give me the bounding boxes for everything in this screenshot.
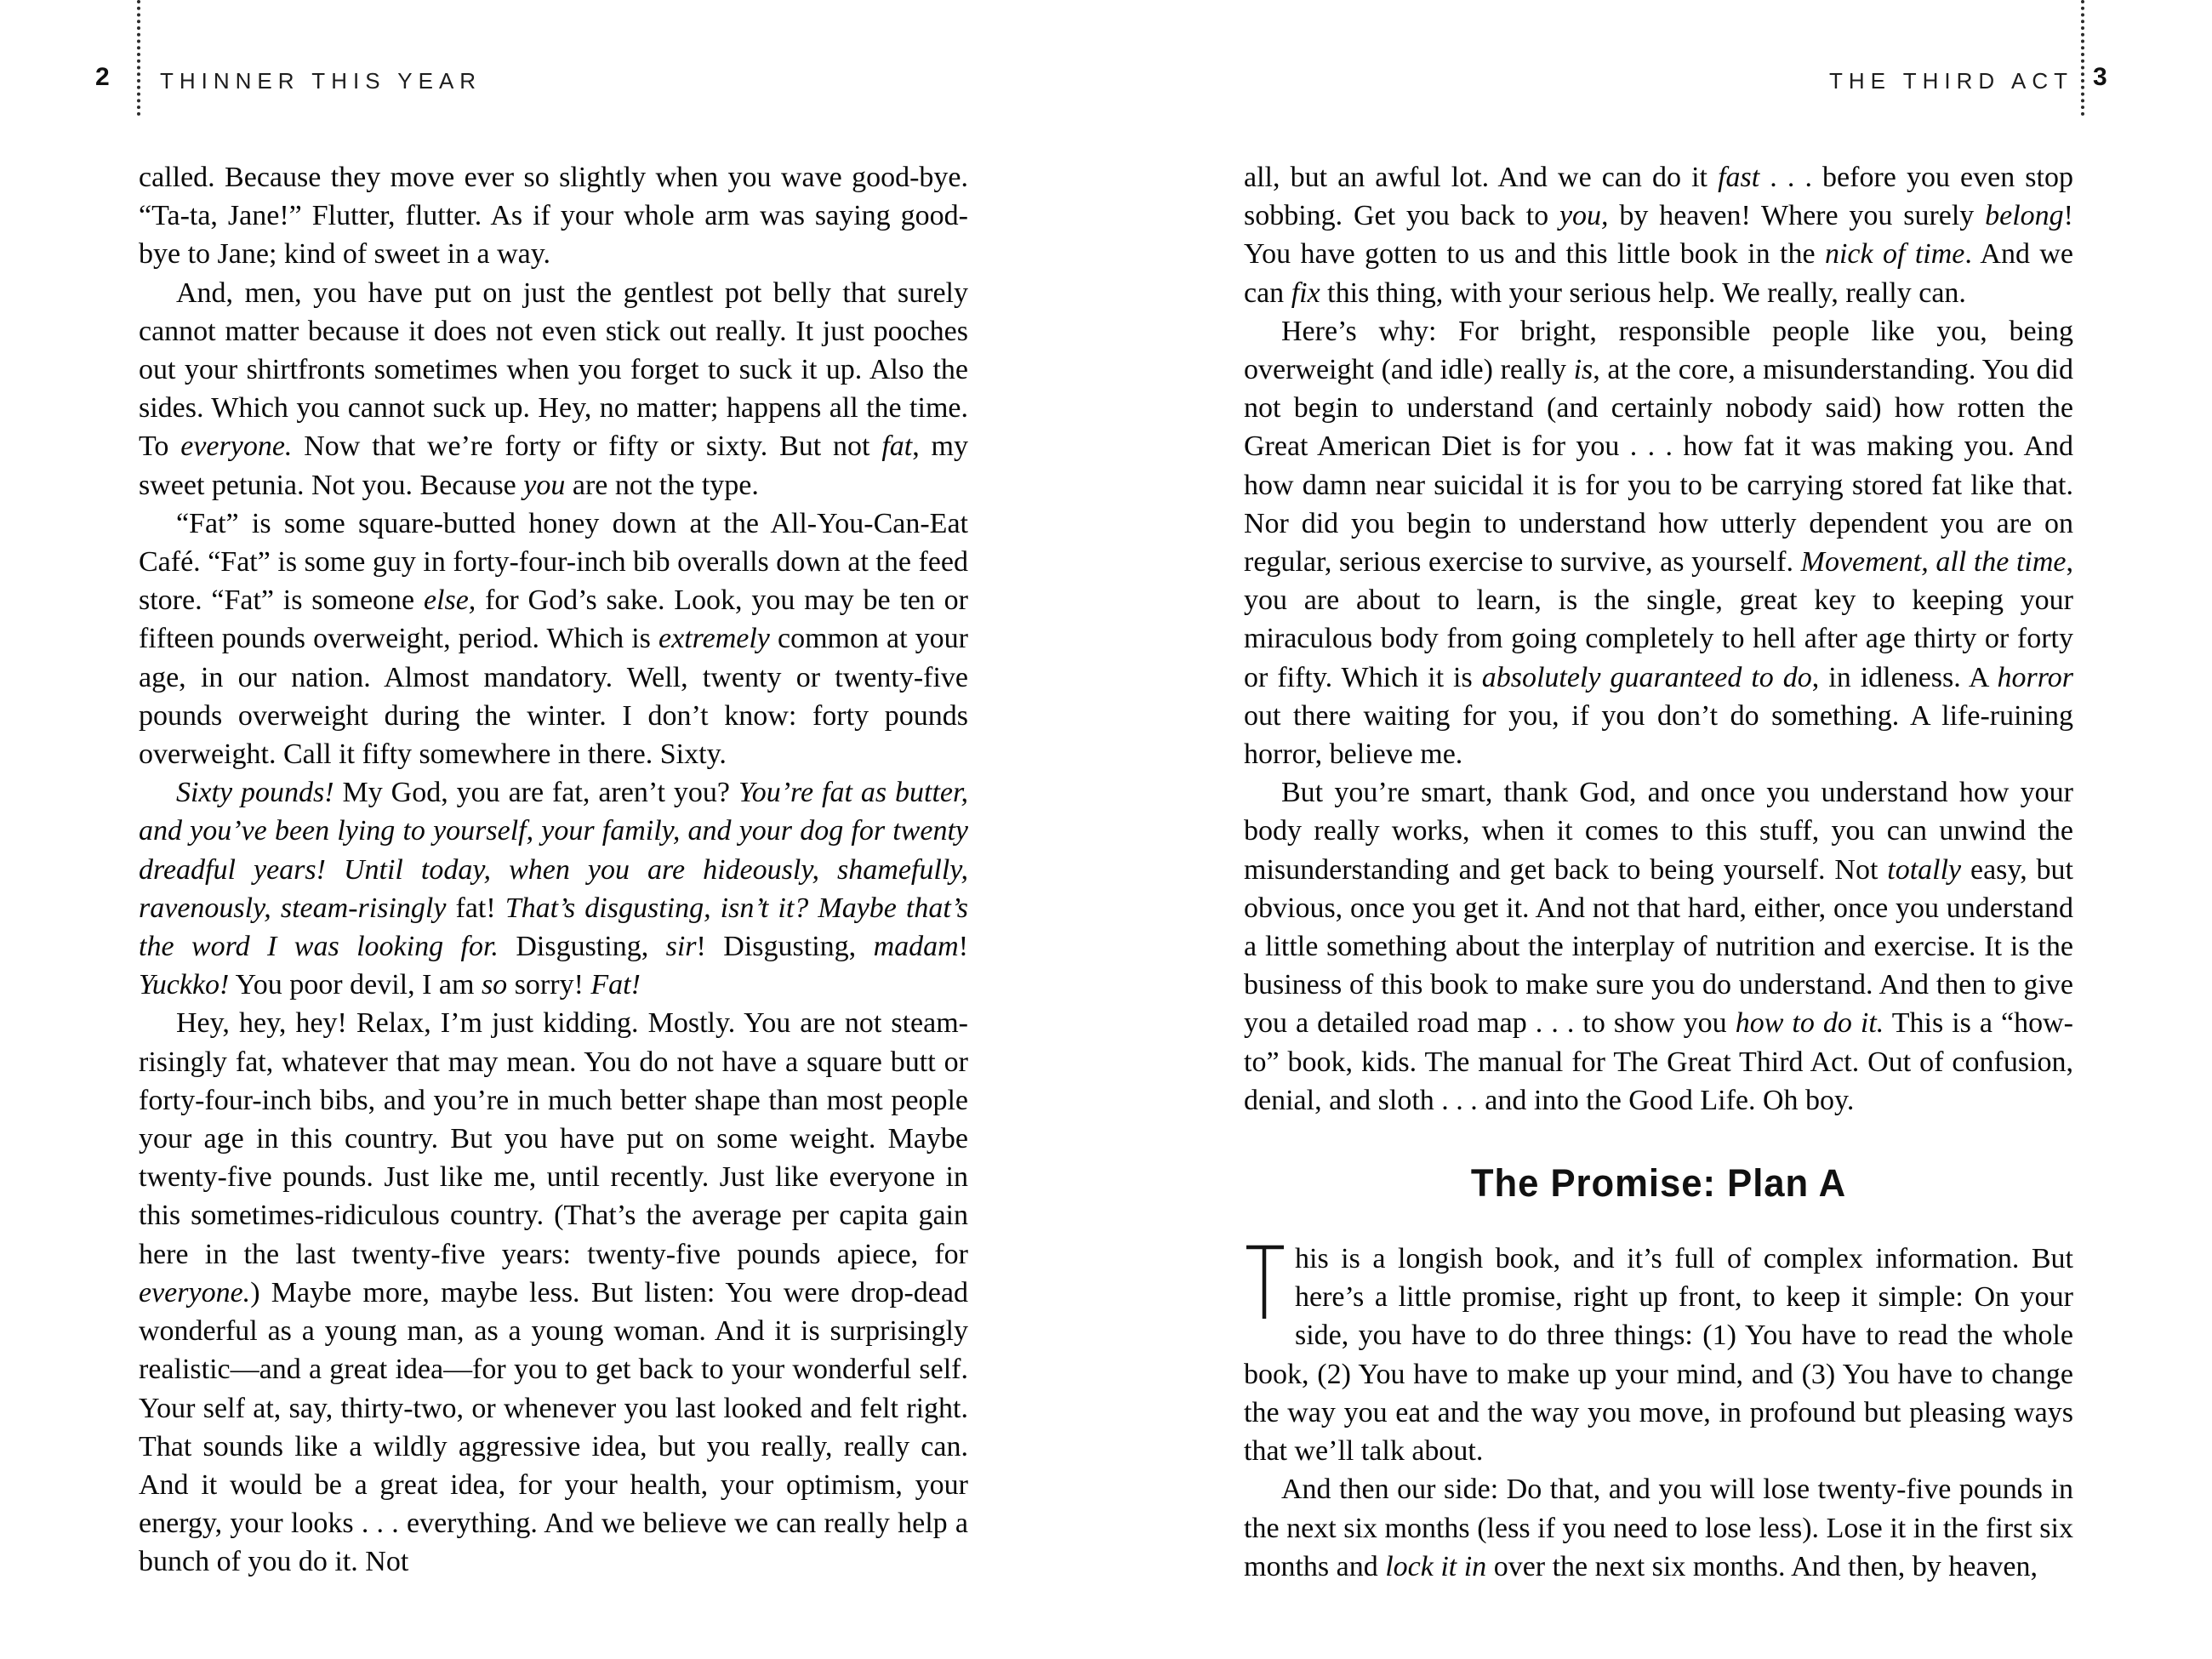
text-segment-italic: is	[1573, 354, 1593, 386]
text-segment: Now that we’re forty or fifty or sixty. But not	[292, 430, 882, 463]
text-segment-italic: sir	[665, 931, 697, 963]
text-segment: , my sweet petunia. Not you. Because	[139, 430, 968, 501]
text-segment-italic: lock it in	[1385, 1550, 1487, 1582]
dotted-rule-left	[137, 0, 140, 116]
text-segment: by heaven! Where you surely	[1608, 200, 1986, 232]
text-segment-italic: fast	[1718, 162, 1760, 193]
text-segment: . . . before you even stop sobbing. Get you back to	[1244, 162, 2073, 232]
body-paragraph	[1244, 1240, 2073, 1470]
left-page-number: 2	[95, 63, 110, 91]
text-segment: Here’s why: For bright, responsible people like you, being overweight (and idle) really	[1244, 315, 2073, 386]
text-segment: called. Because they move ever so slightly when you wave good-bye. “Ta-ta, Jane!” Flutter, flutter. As if your whole arm was saying good-bye to Jane; kind of sweet in a way.	[139, 162, 968, 271]
body-paragraph	[139, 773, 968, 1004]
text-segment: ) Maybe more, maybe less. But listen: You were drop-dead wonderful as a young man, as a young woman. And it is surprisingly realistic—and a great idea—for you to get back to your wonderful self. Your self at, say, thirty-two, or whenever you last looked and felt right. That sounds like a wildly aggressive idea, but you really, really can. And it would be a great idea, for your health, your optimism, your energy, your looks . . . everything. And we believe we can really help a bunch of you do it. Not	[139, 1276, 968, 1578]
body-paragraph	[1244, 312, 2073, 773]
text-segment-italic: That’s disgusting, isn’t it? Maybe that’s the word I was looking for.	[139, 892, 968, 963]
body-paragraph	[1244, 1470, 2073, 1586]
text-segment: sorry!	[507, 969, 591, 1001]
text-segment: easy, but obvious, once you get it. And not that hard, either, once you understand a little something about the interplay of nutrition and exercise. It is the business of this book to make sure you do understand. And then to give you a detailed road map . . . to show you	[1244, 853, 2073, 1040]
body-paragraph	[139, 505, 968, 773]
section-heading: The Promise: Plan A	[1470, 1161, 1847, 1206]
running-head-right-wrap	[1244, 68, 2073, 94]
right-page-text-column	[1244, 158, 2073, 1586]
text-segment: all, but an awful lot. And we can do it	[1244, 162, 1719, 193]
text-segment-italic: madam	[873, 931, 959, 963]
text-segment-italic: Movement, all the time	[1800, 546, 2067, 579]
text-segment: common at your age, in our nation. Almost mandatory. Well, twenty or twenty-five pounds overweight during the winter. I don’t know: forty pounds overweight. Call it fifty somewhere in there. Sixty.	[139, 623, 969, 771]
text-segment-italic: horror	[1997, 661, 2073, 693]
text-segment-italic: You’re fat as butter, and you’ve been lying to yourself, your family, and your dog for twenty dreadful years! Until today, when you are hideously, shamefully, ravenously, steam-risingly	[139, 777, 968, 924]
text-segment: But you’re smart, thank God, and once you understand how your body really works, when it comes to this stuff, you can unwind the misunderstanding and get back to being yourself. Not	[1244, 777, 2073, 886]
text-segment: . And we can	[1244, 238, 2073, 309]
text-segment: My God, you are fat, aren’t you?	[334, 777, 738, 809]
right-page-paragraphs-bottom	[1244, 1240, 2073, 1586]
text-segment: Disgusting,	[498, 931, 666, 963]
text-segment-italic: fix	[1291, 276, 1320, 309]
text-segment-italic: fat	[881, 430, 913, 463]
text-segment: “Fat” is some square-butted honey down at the All-You-Can-Eat Café. “Fat” is some guy in forty-four-inch bib overalls down at the feed store. “Fat” is someone	[139, 507, 968, 617]
text-segment: are not the type.	[565, 469, 759, 501]
text-segment: And, men, you have put on just the gentlest pot belly that surely cannot matter because it does not even stick out really. It just pooches out your shirtfronts sometimes when you forget to suck it up. Also the sides. Which you cannot suck up. Hey, no matter; happens all the time. To	[139, 276, 968, 463]
running-head-right: THE THIRD ACT	[1829, 68, 2073, 94]
text-segment: his is a longish book, and it’s full of complex information. But here’s a little promise, right up front, to keep it simple: On your side, you have to do three things: (1) You have to read the whole book, (2) You have to make up your mind, and (3) You have to change the way you eat and the way you move, in profound but pleasing ways that we’ll talk about.	[1244, 1243, 2073, 1468]
text-segment: Hey, hey, hey! Relax, I’m just kidding. Mostly. You are not steam-risingly fat, whatever that may mean. You do not have a square butt or forty-four-inch bibs, and you’re in much better shape than most people your age in this country. But you have put on some weight. Maybe twenty-five pounds. Just like me, until recently. Just like everyone in this sometimes-ridiculous country. (That’s the average per capita gain here in the last twenty-five years: twenty-five pounds apiece, for	[139, 1007, 968, 1270]
text-segment-italic: you	[523, 469, 566, 501]
text-segment: this thing, with your serious help. We really, really can.	[1320, 276, 1966, 309]
text-segment-italic: absolutely guaranteed to do	[1481, 661, 1812, 693]
left-page-text-column	[139, 158, 968, 1582]
running-head-left: THINNER THIS YEAR	[160, 68, 482, 94]
text-segment: for God’s sake. Look, you may be ten or fifteen pounds overweight, period. Which is	[139, 584, 968, 655]
text-segment-italic: else,	[423, 584, 476, 617]
body-paragraph	[139, 274, 968, 505]
drop-cap-letter	[1244, 1242, 1286, 1320]
text-segment: , at the core, a misunderstanding. You did not begin to understand (and certainly nobody said) how rotten the Great American Diet is for you . . . how fat it was making you. And how damn near suicidal it is for you to be carrying stored fat like that. Nor did you begin to understand how utterly dependent you are on regular, serious exercise to survive, as yourself.	[1244, 354, 2073, 579]
text-segment-italic: totally	[1887, 853, 1962, 886]
text-segment-italic: how to do it.	[1735, 1007, 1884, 1040]
text-segment: !	[958, 931, 969, 963]
text-segment-italic: so	[481, 969, 508, 1001]
text-segment-italic: Yuckko!	[139, 969, 230, 1001]
text-segment: ! You have gotten to us and this little book in the	[1244, 200, 2073, 271]
body-paragraph	[139, 158, 968, 274]
text-segment-italic: extremely	[658, 623, 770, 655]
text-segment-italic: everyone.	[180, 430, 293, 463]
text-segment-italic: everyone.	[139, 1276, 251, 1308]
text-segment-italic: nick of time	[1824, 238, 1965, 271]
text-segment: ! Disgusting,	[696, 931, 874, 963]
right-page-paragraphs-top	[1244, 158, 2073, 1120]
body-paragraph	[139, 1004, 968, 1581]
body-paragraph	[1244, 158, 2073, 312]
dotted-rule-right	[2081, 0, 2084, 116]
right-page-number: 3	[2093, 63, 2107, 91]
text-segment: , you are about to learn, is the single, great key to keeping your miraculous body from going completely to hell after age thirty or forty or fifty. Which it is	[1244, 546, 2074, 693]
text-segment: And then our side: Do that, and you will lose twenty-five pounds in the next six months (less if you need to lose less). Lose it in the first six months and	[1244, 1474, 2073, 1582]
text-segment: This is a “how-to” book, kids. The manual for The Great Third Act. Out of confusion, denial, and sloth . . . and into the Good Life. Oh boy.	[1244, 1007, 2073, 1116]
text-segment: over the next six months. And then, by heaven,	[1486, 1550, 2038, 1582]
text-segment: You poor devil, I am	[229, 969, 482, 1001]
text-segment: out there waiting for you, if you don’t do something. A life-ruining horror, believe me.	[1244, 699, 2073, 771]
text-segment-italic: Sixty pounds!	[176, 777, 334, 809]
text-segment-italic: belong	[1985, 200, 2064, 232]
text-segment: fat!	[446, 892, 505, 924]
text-segment-italic: you,	[1559, 200, 1609, 232]
body-paragraph	[1244, 773, 2073, 1120]
text-segment-italic: Fat!	[590, 969, 641, 1001]
text-segment: , in idleness. A	[1811, 661, 1998, 693]
